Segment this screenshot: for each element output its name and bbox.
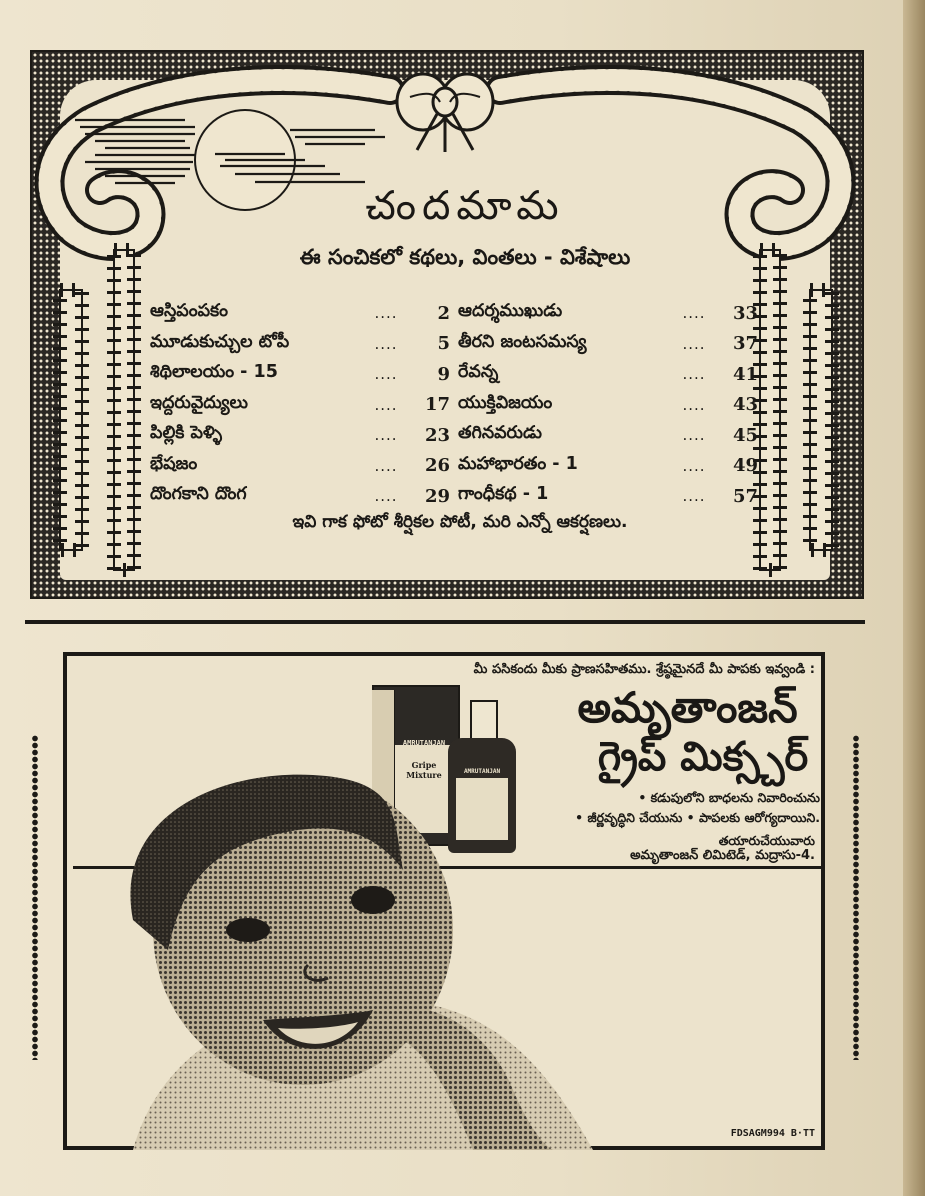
contents-entry[interactable] <box>150 420 450 451</box>
entry-leader: .... <box>682 395 706 414</box>
entry-page-number: 45 <box>732 424 758 446</box>
entry-title: గాంధీకథ - 1 <box>458 484 549 505</box>
entry-leader: .... <box>682 365 706 384</box>
contents-entry[interactable] <box>150 390 450 421</box>
entry-page-number: 49 <box>732 455 758 477</box>
contents-entry[interactable] <box>150 481 450 512</box>
entry-leader: .... <box>682 304 706 323</box>
entry-page-number: 23 <box>424 424 450 446</box>
entry-leader: .... <box>374 426 398 445</box>
entry-title: పిల్లికి పెళ్ళి <box>150 423 223 444</box>
contents-entry[interactable] <box>458 359 758 390</box>
entry-page-number: 26 <box>424 455 450 477</box>
entry-page-number: 29 <box>424 485 450 507</box>
page-edge <box>903 0 925 1196</box>
advert-code: FDSAGM994 B·TT <box>730 1128 815 1139</box>
entry-title: ఆదర్శముఖుడు <box>458 301 563 322</box>
bottle-brand-text: AMRUTANJAN <box>463 768 501 775</box>
entry-page-number: 2 <box>437 302 450 324</box>
entry-title: భేషజం <box>150 453 198 474</box>
contents-entry[interactable] <box>458 329 758 360</box>
entry-page-number: 41 <box>732 363 758 385</box>
contents-entry[interactable] <box>458 390 758 421</box>
entry-title: తీరని జంటసమస్య <box>458 331 587 352</box>
contents-entry[interactable] <box>150 298 450 329</box>
entry-page-number: 43 <box>732 394 758 416</box>
entry-title: యుక్తివిజయం <box>458 392 553 413</box>
contents-entry[interactable] <box>458 298 758 329</box>
entry-title: మూడుకుచ్చుల టోపీ <box>150 331 290 352</box>
entry-title: తగినవరుడు <box>458 423 542 444</box>
entry-leader: .... <box>374 365 398 384</box>
contents-entry[interactable] <box>458 420 758 451</box>
benefit-item: • కడుపులోని బాధలను నివారించును <box>638 790 820 805</box>
decorative-dotted-rule <box>853 735 859 1060</box>
entry-title: మహాభారతం - 1 <box>458 453 578 474</box>
entry-page-number: 9 <box>437 363 450 385</box>
entry-page-number: 57 <box>732 485 758 507</box>
magazine-title: చందమామ <box>365 183 565 229</box>
entry-page-number: 37 <box>732 333 758 355</box>
entry-leader: .... <box>374 487 398 506</box>
entry-title: రేవన్న <box>458 362 499 383</box>
entry-page-number: 5 <box>437 333 450 355</box>
entry-title: ఇద్దరువైద్యులు <box>150 392 248 413</box>
entry-leader: .... <box>374 395 398 414</box>
contents-entry[interactable] <box>458 451 758 482</box>
entry-page-number: 33 <box>732 302 758 324</box>
contents-subtitle: ఈ సంచికలో కథలు, వింతలు - విశేషాలు <box>299 245 631 269</box>
entry-title: ఆస్తిపంపకం <box>150 301 229 322</box>
entry-page-number: 17 <box>424 394 450 416</box>
contents-entry[interactable] <box>150 451 450 482</box>
contents-column-left <box>150 298 450 512</box>
bottle-neck <box>470 700 498 742</box>
entry-leader: .... <box>682 487 706 506</box>
entry-title: దొంగకాని దొంగ <box>150 484 247 505</box>
entry-leader: .... <box>682 426 706 445</box>
contents-entry[interactable] <box>458 481 758 512</box>
entry-leader: .... <box>682 456 706 475</box>
benefit-item: • జీర్ణవృద్ధిని చేయును • పాపలకు ఆరోగ్యదాయిని. <box>575 810 820 825</box>
entry-leader: .... <box>374 456 398 475</box>
contents-footer-note: ఇవి గాక ఫోటో శీర్షికల పోటీ, మరి ఎన్నో ఆకర్షణలు. <box>292 512 628 532</box>
box-product-text: Gripe Mixture <box>406 760 442 780</box>
entry-leader: .... <box>374 334 398 353</box>
entry-title: శిథిలాలయం - 15 <box>150 362 278 383</box>
entry-leader: .... <box>374 304 398 323</box>
advert-tagline: మీ పసికందు మీకు ప్రాణసహితము. శ్రేష్ఠమైనదే మీ పాపకు ఇవ్వండి : <box>473 662 815 677</box>
advert-product-name: గ్రైప్ మిక్స్చర్ <box>597 734 809 780</box>
section-divider <box>25 620 865 624</box>
advert-brand-name: అమృతాంజన్ <box>577 683 798 732</box>
box-brand-text: AMRUTANJAN <box>402 739 446 747</box>
decorative-dotted-rule <box>32 735 38 1060</box>
contents-column-right <box>458 298 758 512</box>
manufacturer-label: తయారుచేయువారు <box>718 833 815 848</box>
manufacturer-name: అమృతాంజన్ లిమిటెడ్, మద్రాసు-4. <box>630 848 815 863</box>
contents-entry[interactable] <box>150 359 450 390</box>
contents-entry[interactable] <box>150 329 450 360</box>
entry-leader: .... <box>682 334 706 353</box>
baby-photo <box>73 760 618 1150</box>
